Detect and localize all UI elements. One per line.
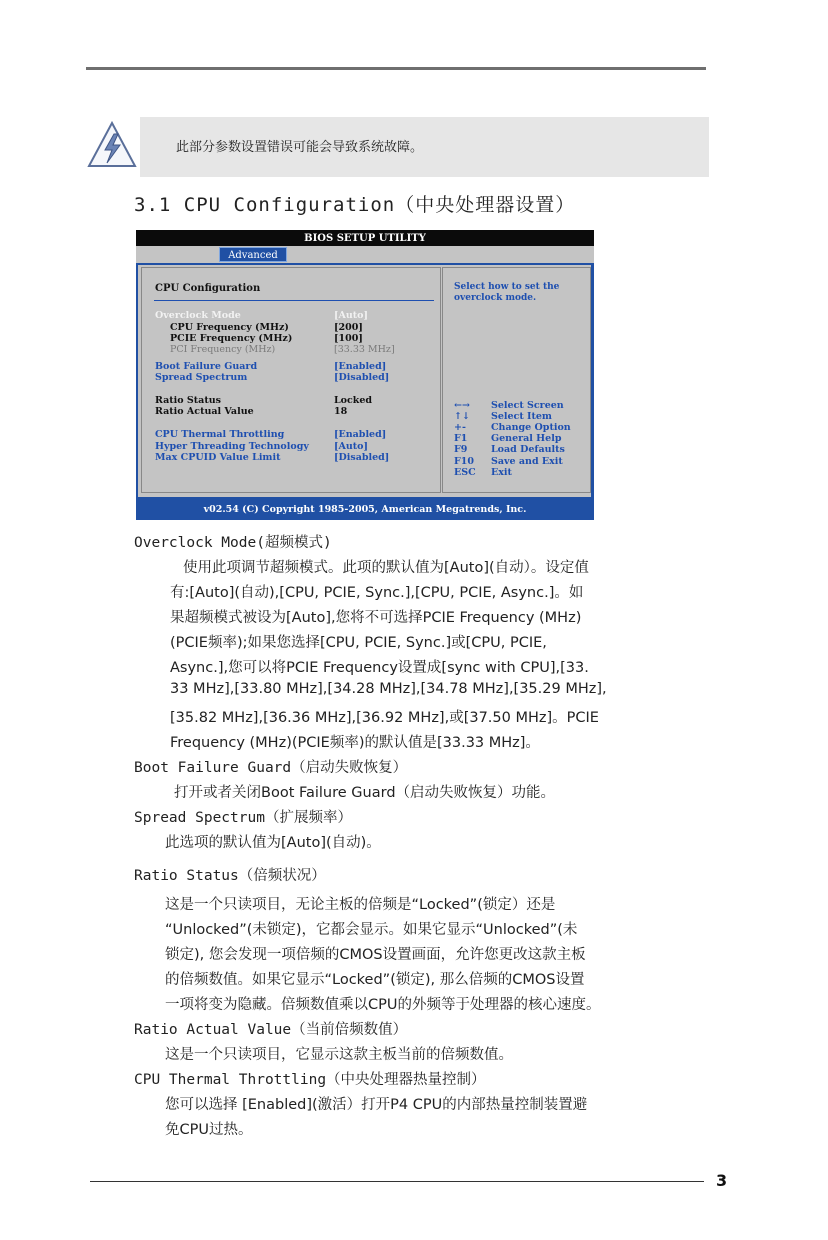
bios-footer: v02.54 (C) Copyright 1985-2005, American Megatrends, Inc. bbox=[136, 500, 594, 520]
bios-item-value[interactable]: [Auto] bbox=[334, 441, 368, 452]
bios-key: ESC bbox=[454, 467, 476, 478]
bios-item-label[interactable]: Spread Spectrum bbox=[155, 372, 248, 383]
heading-spread-spectrum: Spread Spectrum（扩展频率） bbox=[134, 810, 352, 826]
bios-key-desc: Save and Exit bbox=[491, 456, 563, 467]
paragraph-line: 此选项的默认值为[Auto](自动)。 bbox=[165, 835, 381, 851]
bios-key: ←→ bbox=[454, 400, 470, 411]
paragraph-line: 有:[Auto](自动),[CPU, PCIE, Sync.],[CPU, PCIE, Async.]。如 bbox=[170, 585, 584, 601]
bios-item-label[interactable]: CPU Thermal Throttling bbox=[155, 429, 285, 440]
bios-item-label: Ratio Status bbox=[155, 395, 221, 406]
bios-key: F10 bbox=[454, 456, 474, 467]
bios-key-desc: Select Screen bbox=[491, 400, 564, 411]
bios-item-label[interactable]: PCIE Frequency (MHz) bbox=[170, 333, 293, 344]
bios-item-label: Ratio Actual Value bbox=[155, 406, 254, 417]
paragraph-line: 锁定), 您会发现一项倍频的CMOS设置画面，允许您更改这款主板 bbox=[165, 947, 586, 963]
bios-item-value[interactable]: [Auto] bbox=[334, 310, 368, 321]
bottom-rule bbox=[90, 1181, 704, 1182]
bios-item-label[interactable]: Hyper Threading Technology bbox=[155, 441, 309, 452]
bios-help-line: Select how to set the bbox=[454, 282, 560, 292]
bios-item-value[interactable]: [100] bbox=[334, 333, 363, 344]
bios-key-desc: General Help bbox=[491, 433, 562, 444]
paragraph-line: [35.82 MHz],[36.36 MHz],[36.92 MHz],或[37.50 MHz]。PCIE bbox=[170, 710, 599, 726]
bios-key-desc: Change Option bbox=[491, 422, 571, 433]
warning-lightning-icon bbox=[86, 120, 138, 170]
heading-cpu-thermal-throttling: CPU Thermal Throttling（中央处理器热量控制） bbox=[134, 1072, 486, 1088]
bios-item-value: Locked bbox=[334, 395, 373, 406]
bios-item-value[interactable]: [Disabled] bbox=[334, 372, 390, 383]
bios-item-value[interactable]: [200] bbox=[334, 322, 363, 333]
bios-item-value[interactable]: [Enabled] bbox=[334, 361, 387, 372]
bios-item-value: [33.33 MHz] bbox=[334, 344, 395, 355]
paragraph-line: 这是一个只读项目，它显示这款主板当前的倍频数值。 bbox=[165, 1047, 513, 1063]
warning-text: 此部分参数设置错误可能会导致系统故障。 bbox=[176, 140, 424, 155]
bios-title: BIOS SETUP UTILITY bbox=[136, 230, 594, 246]
bios-item-label[interactable]: CPU Frequency (MHz) bbox=[170, 322, 289, 333]
bios-item-label[interactable]: Max CPUID Value Limit bbox=[155, 452, 281, 463]
page-number: 3 bbox=[716, 1171, 728, 1190]
bios-item-value[interactable]: [Enabled] bbox=[334, 429, 387, 440]
bios-tab-bar bbox=[136, 246, 594, 263]
bios-item-value[interactable]: [Disabled] bbox=[334, 452, 390, 463]
paragraph-line: 打开或者关闭Boot Failure Guard（启动失败恢复）功能。 bbox=[174, 785, 556, 801]
bios-key: F1 bbox=[454, 433, 468, 444]
bios-help-line: overclock mode. bbox=[454, 293, 537, 303]
heading-ratio-actual-value: Ratio Actual Value（当前倍频数值） bbox=[134, 1022, 408, 1038]
bios-key: F9 bbox=[454, 444, 468, 455]
paragraph-line: 33 MHz],[33.80 MHz],[34.28 MHz],[34.78 MHz],[35.29 MHz], bbox=[170, 681, 607, 697]
bios-item-label: PCI Frequency (MHz) bbox=[170, 344, 276, 355]
paragraph-line: 您可以选择 [Enabled](激活）打开P4 CPU的内部热量控制装置避 bbox=[165, 1097, 588, 1113]
paragraph-line: (PCIE频率);如果您选择[CPU, PCIE, Sync.]或[CPU, PCIE, bbox=[170, 635, 547, 651]
bios-screenshot bbox=[136, 230, 594, 520]
heading-ratio-status: Ratio Status（倍频状况） bbox=[134, 868, 326, 884]
bios-item-label[interactable]: Boot Failure Guard bbox=[155, 361, 258, 372]
paragraph-line: 果超频模式被设为[Auto],您将不可选择PCIE Frequency (MHz) bbox=[170, 610, 582, 626]
paragraph-line: 的倍频数值。如果它显示“Locked”(锁定), 那么倍频的CMOS设置 bbox=[165, 972, 585, 988]
bios-item-label[interactable]: Overclock Mode bbox=[155, 310, 241, 321]
paragraph-line: 这是一个只读项目，无论主板的倍频是“Locked”(锁定）还是 bbox=[165, 897, 556, 913]
paragraph-line: 免CPU过热。 bbox=[165, 1122, 253, 1138]
paragraph-line: 一项将变为隐藏。倍频数值乘以CPU的外频等于处理器的核心速度。 bbox=[165, 997, 601, 1013]
bios-key-desc: Select Item bbox=[491, 411, 552, 422]
bios-item-value: 18 bbox=[334, 406, 348, 417]
top-rule bbox=[86, 67, 706, 70]
paragraph-line: Async.],您可以将PCIE Frequency设置成[sync with CPU],[33. bbox=[170, 660, 589, 676]
bios-heading: CPU Configuration bbox=[155, 283, 261, 294]
section-title: 3.1 CPU Configuration（中央处理器设置） bbox=[134, 194, 576, 216]
paragraph-line: “Unlocked”(未锁定)，它都会显示。如果它显示“Unlocked”(未 bbox=[165, 922, 578, 938]
heading-overclock-mode: Overclock Mode(超频模式) bbox=[134, 535, 332, 551]
paragraph-line: 使用此项调节超频模式。此项的默认值为[Auto](自动）。设定值 bbox=[183, 560, 589, 576]
paragraph-line: Frequency (MHz)(PCIE频率)的默认值是[33.33 MHz]。 bbox=[170, 735, 540, 751]
bios-key: ↑↓ bbox=[454, 411, 470, 422]
bios-key-desc: Load Defaults bbox=[491, 444, 565, 455]
heading-boot-failure-guard: Boot Failure Guard（启动失败恢复） bbox=[134, 760, 408, 776]
bios-tab-advanced[interactable]: Advanced bbox=[219, 247, 287, 262]
bios-heading-rule bbox=[154, 300, 434, 301]
bios-key-desc: Exit bbox=[491, 467, 512, 478]
bios-key: +- bbox=[454, 422, 466, 433]
